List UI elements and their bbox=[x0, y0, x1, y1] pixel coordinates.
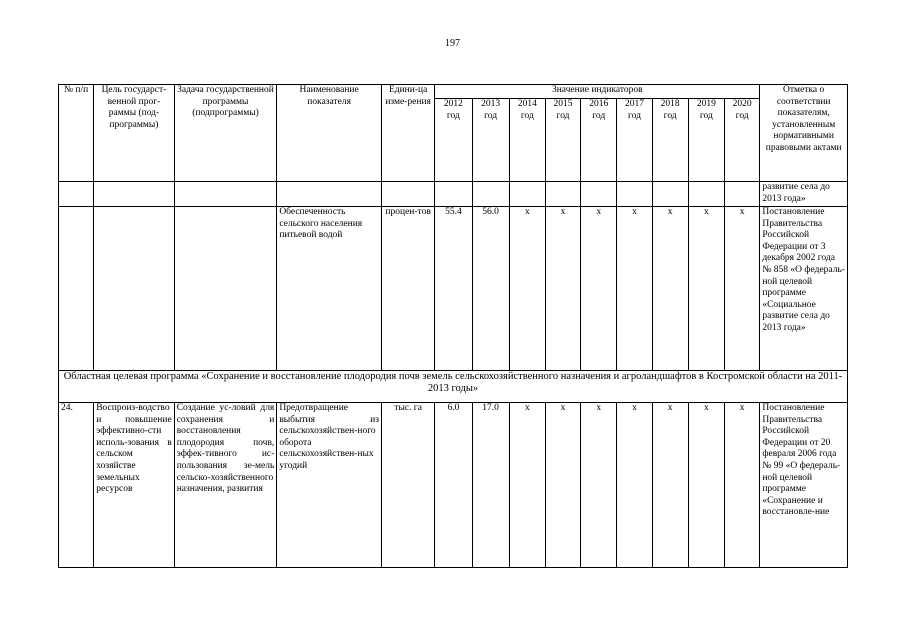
table-row-continuation bbox=[59, 182, 848, 207]
cell-value: 55.4 bbox=[435, 207, 472, 371]
cell-task: Создание ус-ловий для сохранения и восстановления плодородия почв, эффек-тивного ис-пользования зе-мель сельско-хозяйственного назначения, развития bbox=[174, 403, 277, 568]
header-unit: Едини-ца изме-рения bbox=[381, 85, 434, 182]
cell-value: 6.0 bbox=[435, 403, 472, 568]
cell-value: x bbox=[617, 207, 652, 371]
header-year: 2012 год bbox=[435, 99, 472, 182]
cell-indicator: Обеспеченность сельского населения питьевой водой bbox=[277, 207, 382, 371]
cell-unit: тыс. га bbox=[381, 403, 434, 568]
header-year: 2014 год bbox=[509, 99, 545, 182]
cell-value: x bbox=[688, 207, 724, 371]
cell-value: x bbox=[581, 403, 617, 568]
cell-mark: Постановление Правительства Российской Федерации от 20 февраля 2006 года № 99 «О федераль-ной целевой программе «Сохранение и восстановле-ние bbox=[760, 403, 848, 568]
header-task: Задача государственной программы (подпрограммы) bbox=[174, 85, 277, 182]
cell-mark: развитие села до 2013 года» bbox=[760, 182, 848, 207]
cell-value: x bbox=[581, 207, 617, 371]
header-year: 2020 год bbox=[725, 99, 760, 182]
cell-goal: Воспроиз-водство и повышение эффективно-сти исполь-зования в сельском хозяйстве земельных ресурсов bbox=[94, 403, 174, 568]
indicators-table bbox=[58, 84, 848, 568]
cell-value: x bbox=[545, 403, 580, 568]
header-mark: Отметка о соответствии показателям, установленным нормативными правовыми актами bbox=[760, 85, 848, 182]
cell-value: x bbox=[509, 403, 545, 568]
header-num: № п/п bbox=[59, 85, 94, 182]
program-banner-row bbox=[59, 371, 848, 403]
header-year: 2017 год bbox=[617, 99, 652, 182]
cell-value: x bbox=[652, 403, 688, 568]
table-row-24 bbox=[59, 403, 848, 568]
header-year: 2016 год bbox=[581, 99, 617, 182]
cell-value: x bbox=[509, 207, 545, 371]
header-year: 2018 год bbox=[652, 99, 688, 182]
cell-value: x bbox=[652, 207, 688, 371]
cell-value: x bbox=[725, 403, 760, 568]
cell-value: 17.0 bbox=[472, 403, 509, 568]
header-values: Значение индикаторов bbox=[435, 85, 760, 99]
cell-value: 56.0 bbox=[472, 207, 509, 371]
cell-value: x bbox=[617, 403, 652, 568]
cell-value: x bbox=[725, 207, 760, 371]
header-year: 2015 год bbox=[545, 99, 580, 182]
header-indicator: Наименование показателя bbox=[277, 85, 382, 182]
cell-value: x bbox=[688, 403, 724, 568]
cell-unit: процен-тов bbox=[381, 207, 434, 371]
cell-value: x bbox=[545, 207, 580, 371]
header-year: 2013 год bbox=[472, 99, 509, 182]
page-number: 197 bbox=[445, 38, 460, 49]
header-row-1 bbox=[59, 85, 848, 99]
header-goal: Цель государст-венной прог-раммы (под-программы) bbox=[94, 85, 174, 182]
cell-mark: Постановление Правительства Российской Федерации от 3 декабря 2002 года № 858 «О федераль-ной целевой программе «Социальное развитие села до 2013 года» bbox=[760, 207, 848, 371]
program-banner: Областная целевая программа «Сохранение и восстановление плодородия почв земель сельскохозяйственного назначения и агроландшафтов в Костромской области на 2011-2013 годы» bbox=[59, 371, 848, 403]
header-year: 2019 год bbox=[688, 99, 724, 182]
cell-num: 24. bbox=[59, 403, 94, 568]
cell-indicator: Предотвращение выбытия из сельскохозяйствен-ного оборота сельскохозяйствен-ных угодий bbox=[277, 403, 382, 568]
table-row-water bbox=[59, 207, 848, 371]
